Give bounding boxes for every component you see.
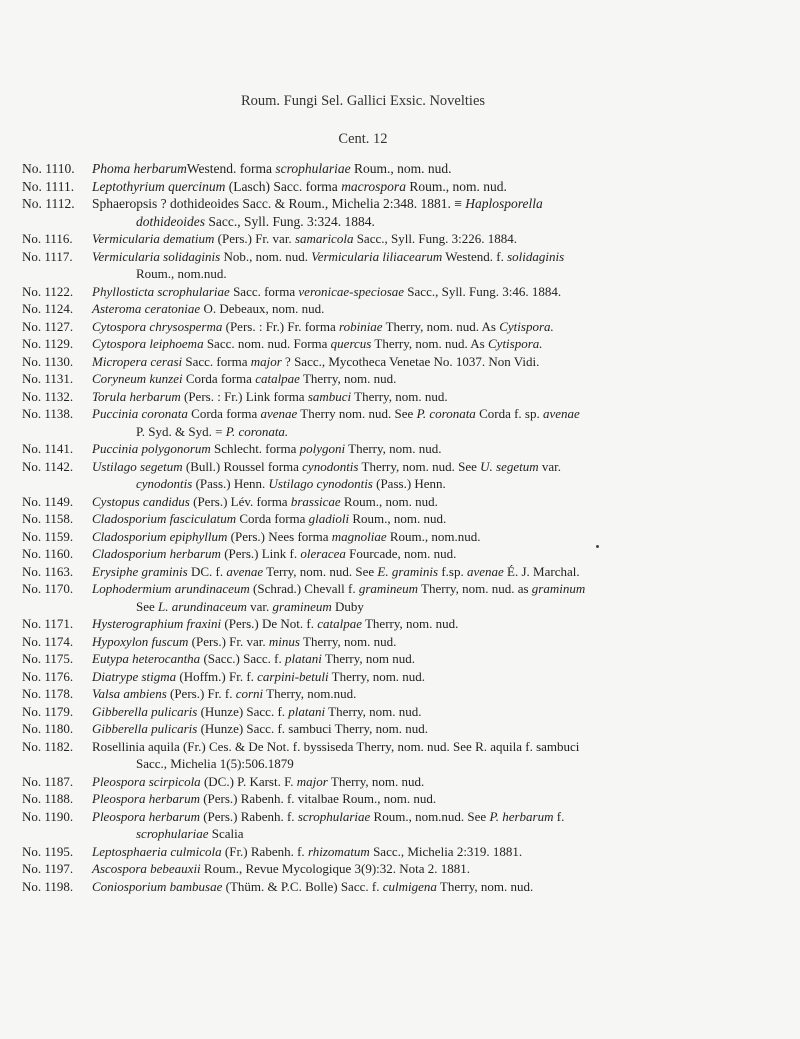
entry-text: Valsa ambiens (Pers.) Fr. f. corni Therry, nom.nud. <box>92 686 357 701</box>
entry-row <box>22 230 792 248</box>
entry-row <box>22 510 792 528</box>
taxon-name: corni <box>235 686 264 701</box>
entry-number: No. 1187. <box>22 773 74 789</box>
entry-continuation: See L. arundinaceum var. gramineum Duby <box>136 598 364 614</box>
entry-number: No. 1124. <box>22 301 74 316</box>
taxon-name: cynodontis <box>302 458 359 474</box>
taxon-name: Lophodermium arundinaceum <box>92 581 250 596</box>
taxon-name: Haplosporella <box>465 196 543 211</box>
entry-number: No. 1195. <box>22 843 74 859</box>
entry-text: Lophodermium arundinaceum (Schrad.) Chevall f. gramineum Therry, nom. nud. as graminum See L. arundinaceum var. gramineum Duby <box>90 580 792 615</box>
taxon-name: E. graminis <box>377 563 439 579</box>
taxon-name: oleracea <box>300 546 346 561</box>
entry-row <box>22 563 792 581</box>
entry-row <box>22 440 792 458</box>
taxon-name: Hysterographium fraxini <box>92 616 222 631</box>
taxon-name: major <box>250 353 282 369</box>
entry-text: Vermicularia solidaginis Nob., nom. nud. Vermicularia liliacearum Westend. f. solidaginis Roum., nom.nud. <box>90 248 792 283</box>
entry-row <box>22 178 792 196</box>
taxon-name: solidaginis <box>507 248 565 264</box>
taxon-name: avenae <box>542 406 580 421</box>
entry-text: Gibberella pulicaris (Hunze) Sacc. f. platani Therry, nom. nud. <box>92 703 422 719</box>
taxon-name: Eutypa heterocantha <box>92 651 201 666</box>
entry-row <box>22 878 792 896</box>
entry-row <box>22 195 792 230</box>
entry-row <box>22 353 792 371</box>
entry-row <box>22 580 792 615</box>
taxon-name: Leptothyrium quercinum <box>92 178 226 194</box>
taxon-name: catalpae <box>317 616 362 631</box>
taxon-name: gramineum <box>272 598 332 614</box>
entry-number: No. 1130. <box>22 353 74 369</box>
entry-row <box>22 668 792 686</box>
entry-text: Sphaeropsis ? dothideoides Sacc. & Roum., Michelia 2:348. 1881. ≡ Haplosporella dothideoides Sacc., Syll. Fung. 3:324. 1884. <box>90 195 792 230</box>
entry-number: No. 1149. <box>22 493 74 509</box>
entry-text: Cladosporium herbarum (Pers.) Link f. oleracea Fourcade, nom. nud. <box>92 546 457 561</box>
entry-number: No. 1141. <box>22 441 74 456</box>
entry-text: Pleospora scirpicola (DC.) P. Karst. F. major Therry, nom. nud. <box>92 773 425 789</box>
entry-number: No. 1112. <box>22 196 75 211</box>
taxon-name: quercus <box>330 336 372 351</box>
taxon-name: Pleospora herbarum <box>92 808 200 824</box>
entry-number: No. 1198. <box>22 878 74 894</box>
entry-continuation: dothideoides Sacc., Syll. Fung. 3:324. 1884. <box>136 213 375 229</box>
entry-number: No. 1163. <box>22 563 74 579</box>
taxon-name: catalpae <box>255 371 300 386</box>
entry-row <box>22 405 792 440</box>
entry-number: No. 1116. <box>22 231 73 246</box>
taxon-name: Pleospora scirpicola <box>92 773 201 789</box>
entry-row <box>22 615 792 633</box>
taxon-name: Coniosporium bambusae <box>92 878 223 894</box>
taxon-name: veronicae-speciosae <box>298 283 405 299</box>
entry-text: Eutypa heterocantha (Sacc.) Sacc. f. platani Therry, nom nud. <box>92 651 416 666</box>
entry-text: Ascospora bebeauxii Roum., Revue Mycologique 3(9):32. Nota 2. 1881. <box>92 861 471 876</box>
entry-row <box>22 283 792 301</box>
entry-row <box>22 458 792 493</box>
entry-continuation: Roum., nom.nud. <box>136 266 227 281</box>
entry-number: No. 1197. <box>22 861 74 876</box>
entry-row <box>22 703 792 721</box>
entry-number: No. 1159. <box>22 528 74 544</box>
entry-row <box>22 388 792 406</box>
entry-text: Leptothyrium quercinum (Lasch) Sacc. forma macrospora Roum., nom. nud. <box>92 178 507 194</box>
entry-number: No. 1171. <box>22 616 74 631</box>
entry-text: Coryneum kunzei Corda forma catalpae Therry, nom. nud. <box>92 371 397 386</box>
entry-text: Hypoxylon fuscum (Pers.) Fr. var. minus Therry, nom. nud. <box>92 633 397 649</box>
entry-text: Puccinia coronata Corda forma avenae Therry nom. nud. See P. coronata Corda f. sp. avenae P. Syd. & Syd. = P. coronata. <box>90 405 792 440</box>
taxon-name: Pleospora herbarum <box>92 791 200 806</box>
entry-row <box>22 773 792 791</box>
entry-list <box>22 160 792 895</box>
entry-row <box>22 335 792 353</box>
taxon-name: Gibberella pulicaris <box>92 703 198 719</box>
taxon-name: Torula herbarum <box>92 388 181 404</box>
taxon-name: Hypoxylon fuscum <box>92 633 189 649</box>
taxon-name: Cladosporium fasciculatum <box>92 511 237 526</box>
taxon-name: Phoma herbarum <box>92 161 187 176</box>
entry-row <box>22 650 792 668</box>
entry-text: Diatrype stigma (Hoffm.) Fr. f. carpini-betuli Therry, nom. nud. <box>92 668 426 684</box>
taxon-name: major <box>296 773 328 789</box>
entry-text: Ustilago segetum (Bull.) Roussel forma cynodontis Therry, nom. nud. See U. segetum var. cynodontis (Pass.) Henn. Ustilago cynodontis (Pass.) Henn. <box>90 458 792 493</box>
taxon-name: scrophulariae <box>136 826 209 841</box>
entry-text: Gibberella pulicaris (Hunze) Sacc. f. sambuci Therry, nom. nud. <box>92 721 429 736</box>
entry-number: No. 1188. <box>22 791 74 806</box>
entry-text: Phyllosticta scrophulariae Sacc. forma veronicae-speciosae Sacc., Syll. Fung. 3:46. 1884. <box>92 283 562 299</box>
entry-text: Coniosporium bambusae (Thüm. & P.C. Bolle) Sacc. f. culmigena Therry, nom. nud. <box>92 878 534 894</box>
taxon-name: P. coronata <box>416 406 476 421</box>
entry-row <box>22 633 792 651</box>
entry-number: No. 1110. <box>22 161 75 176</box>
page-subtitle: Cent. 12 <box>338 131 388 147</box>
taxon-name: graminum <box>531 581 586 596</box>
taxon-name: culmigena <box>382 878 437 894</box>
taxon-name: P. coronata. <box>225 423 289 439</box>
entry-number: No. 1117. <box>22 248 73 264</box>
entry-row <box>22 248 792 283</box>
taxon-name: Vermicularia dematium <box>92 231 215 246</box>
entry-number: No. 1182. <box>22 738 74 754</box>
entry-text: Pleospora herbarum (Pers.) Rabenh. f. scrophulariae Roum., nom.nud. See P. herbarum f. scrophulariae Scalia <box>90 808 792 843</box>
entry-number: No. 1129. <box>22 336 74 351</box>
entry-number: No. 1127. <box>22 318 74 334</box>
entry-row <box>22 493 792 511</box>
entry-number: No. 1180. <box>22 721 74 736</box>
entry-number: No. 1138. <box>22 406 74 421</box>
taxon-name: platani <box>285 651 322 666</box>
entry-row <box>22 528 792 546</box>
taxon-name: Leptosphaeria culmicola <box>92 843 222 859</box>
entry-row <box>22 860 792 878</box>
taxon-name: platani <box>288 703 326 719</box>
taxon-name: rhizomatum <box>307 843 370 859</box>
entry-text: Erysiphe graminis DC. f. avenae Terry, nom. nud. See E. graminis f.sp. avenae É. J. Marchal. <box>92 563 580 579</box>
entry-text: Puccinia polygonorum Schlecht. forma polygoni Therry, nom. nud. <box>92 441 442 456</box>
taxon-name: samaricola <box>294 231 354 246</box>
taxon-name: sambuci <box>307 388 352 404</box>
taxon-name: Phyllosticta scrophulariae <box>92 283 230 299</box>
entry-text: Vermicularia dematium (Pers.) Fr. var. samaricola Sacc., Syll. Fung. 3:226. 1884. <box>92 231 518 246</box>
page-title: Roum. Fungi Sel. Gallici Exsic. Novelties <box>240 93 486 109</box>
taxon-name: avenae <box>466 563 504 579</box>
entry-number: No. 1111. <box>22 178 75 194</box>
entry-row <box>22 790 792 808</box>
entry-text: Torula herbarum (Pers. : Fr.) Link forma sambuci Therry, nom. nud. <box>92 388 448 404</box>
entry-number: No. 1170. <box>22 581 74 596</box>
entry-text: Hysterographium fraxini (Pers.) De Not. f. catalpae Therry, nom. nud. <box>92 616 459 631</box>
taxon-name: minus <box>268 633 300 649</box>
entry-text: Cystopus candidus (Pers.) Lév. forma brassicae Roum., nom. nud. <box>92 493 438 509</box>
entry-text: Phoma herbarumWestend. forma scrophulariae Roum., nom. nud. <box>92 161 452 176</box>
entry-text: Cladosporium epiphyllum (Pers.) Nees forma magnoliae Roum., nom.nud. <box>92 528 481 544</box>
taxon-name: Asteroma ceratoniae <box>92 301 201 316</box>
taxon-name: Cytospora chrysosperma <box>92 318 223 334</box>
entry-continuation: scrophulariae Scalia <box>136 826 244 841</box>
taxon-name: Puccinia polygonorum <box>92 441 211 456</box>
taxon-name: Cytispora. <box>488 336 543 351</box>
taxon-name: Diatrype stigma <box>92 668 177 684</box>
taxon-name: brassicae <box>290 493 341 509</box>
entry-continuation: P. Syd. & Syd. = P. coronata. <box>136 423 289 439</box>
entry-text: Cytospora chrysosperma (Pers. : Fr.) Fr. forma robiniae Therry, nom. nud. As Cytispora. <box>92 318 554 334</box>
taxon-name: scrophulariae <box>297 808 371 824</box>
taxon-name: Cytospora leiphoema <box>92 336 204 351</box>
taxon-name: Ustilago cynodontis <box>268 476 373 491</box>
entry-text: Asteroma ceratoniae O. Debeaux, nom. nud. <box>92 301 325 316</box>
taxon-name: Vermicularia solidaginis <box>92 248 221 264</box>
taxon-name: avenae <box>226 563 264 579</box>
taxon-name: cynodontis <box>136 476 193 491</box>
entry-row <box>22 685 792 703</box>
entry-number: No. 1175. <box>22 651 74 666</box>
entry-continuation: Sacc., Michelia 1(5):506.1879 <box>136 756 294 771</box>
taxon-name: Ustilago segetum <box>92 458 183 474</box>
entry-number: No. 1174. <box>22 633 74 649</box>
entry-row <box>22 300 792 318</box>
entry-row <box>22 370 792 388</box>
taxon-name: magnoliae <box>331 528 387 544</box>
taxon-name: Cladosporium epiphyllum <box>92 528 228 544</box>
entry-text: Pleospora herbarum (Pers.) Rabenh. f. vitalbae Roum., nom. nud. <box>92 791 437 806</box>
entry-continuation: cynodontis (Pass.) Henn. Ustilago cynodontis (Pass.) Henn. <box>136 476 446 491</box>
entry-number: No. 1179. <box>22 703 74 719</box>
entry-row <box>22 318 792 336</box>
entry-text: Cladosporium fasciculatum Corda forma gladioli Roum., nom. nud. <box>92 511 447 526</box>
entry-text: Rosellinia aquila (Fr.) Ces. & De Not. f. byssiseda Therry, nom. nud. See R. aquila f. sambuci Sacc., Michelia 1(5):506.1879 <box>90 738 792 773</box>
entry-number: No. 1160. <box>22 546 74 561</box>
taxon-name: Valsa ambiens <box>92 686 167 701</box>
entry-number: No. 1190. <box>22 808 74 824</box>
taxon-name: Cladosporium herbarum <box>92 546 221 561</box>
taxon-name: carpini-betuli <box>257 668 329 684</box>
taxon-name: Coryneum kunzei <box>92 371 183 386</box>
taxon-name: L. arundinaceum <box>158 598 247 614</box>
taxon-name: U. segetum <box>480 458 539 474</box>
taxon-name: scrophulariae <box>275 161 351 176</box>
taxon-name: polygoni <box>299 441 346 456</box>
taxon-name: avenae <box>260 406 298 421</box>
entry-number: No. 1176. <box>22 668 74 684</box>
taxon-name: Micropera cerasi <box>92 353 183 369</box>
taxon-name: gramineum <box>358 581 419 596</box>
entry-row <box>22 720 792 738</box>
taxon-name: P. herbarum <box>489 808 554 824</box>
entry-number: No. 1132. <box>22 388 74 404</box>
taxon-name: macrospora <box>341 178 406 194</box>
taxon-name: gladioli <box>308 511 350 526</box>
entry-number: No. 1142. <box>22 458 74 474</box>
entry-text: Leptosphaeria culmicola (Fr.) Rabenh. f. rhizomatum Sacc., Michelia 2:319. 1881. <box>92 843 523 859</box>
stray-mark <box>596 545 599 548</box>
entry-number: No. 1122. <box>22 283 74 299</box>
taxon-name: Gibberella pulicaris <box>92 721 198 736</box>
entry-row <box>22 843 792 861</box>
entry-text: Cytospora leiphoema Sacc. nom. nud. Forma quercus Therry, nom. nud. As Cytispora. <box>92 336 543 351</box>
taxon-name: Erysiphe graminis <box>92 563 188 579</box>
taxon-name: Cytispora. <box>499 318 554 334</box>
taxon-name: Puccinia coronata <box>92 406 188 421</box>
taxon-name: Cystopus candidus <box>92 493 190 509</box>
taxon-name: robiniae <box>339 318 383 334</box>
entry-number: No. 1131. <box>22 371 74 386</box>
entry-number: No. 1158. <box>22 511 74 526</box>
entry-number: No. 1178. <box>22 686 74 701</box>
taxon-name: Vermicularia liliacearum <box>311 248 443 264</box>
entry-row <box>22 160 792 178</box>
entry-row <box>22 808 792 843</box>
entry-row <box>22 738 792 773</box>
taxon-name: dothideoides <box>136 213 205 229</box>
taxon-name: Ascospora bebeauxii <box>92 861 201 876</box>
entry-text: Micropera cerasi Sacc. forma major ? Sacc., Mycotheca Venetae No. 1037. Non Vidi. <box>92 353 540 369</box>
entry-row <box>22 545 792 563</box>
